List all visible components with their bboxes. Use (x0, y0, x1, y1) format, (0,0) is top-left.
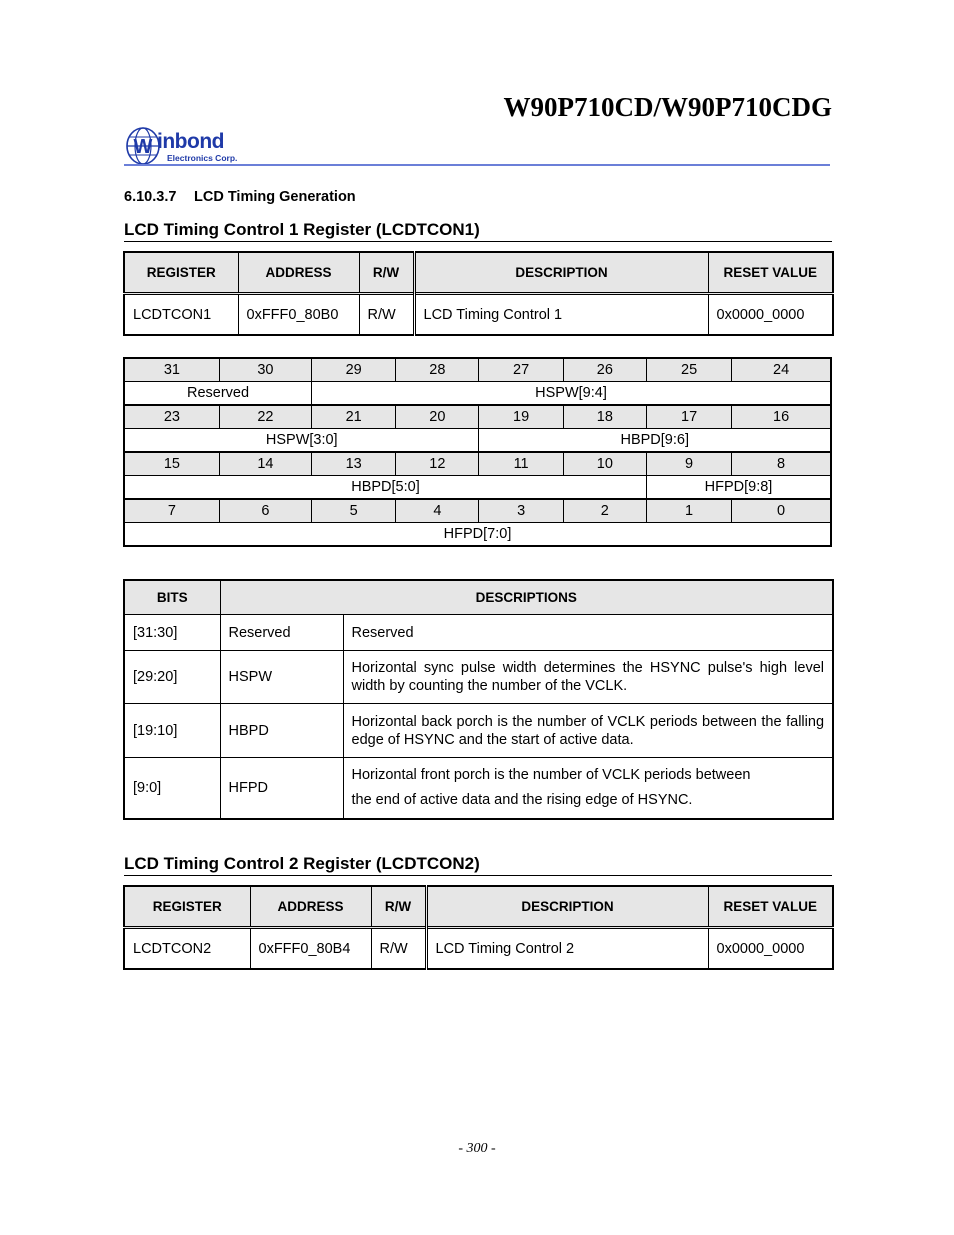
bit-number: 21 (312, 405, 396, 429)
bit-field: Reserved (124, 382, 312, 406)
lcdtcon2-heading: LCD Timing Control 2 Register (LCDTCON2) (124, 854, 832, 876)
bit-number: 17 (646, 405, 731, 429)
lcdtcon2-register-table (123, 885, 834, 970)
register-name: LCDTCON1 (124, 294, 238, 336)
logo-wordmark: inbond (157, 130, 224, 153)
bit-number: 12 (396, 452, 479, 476)
section-heading (124, 189, 356, 205)
bit-number: 11 (479, 452, 563, 476)
lcdtcon1-bit-map (123, 357, 832, 547)
col-address: ADDRESS (238, 252, 359, 294)
bit-number-row (124, 499, 831, 523)
col-register: REGISTER (124, 886, 250, 928)
bits-range: [29:20] (124, 651, 220, 704)
bit-number: 18 (563, 405, 646, 429)
col-rw: R/W (359, 252, 414, 294)
table-row (124, 294, 833, 336)
bit-number: 27 (479, 358, 563, 382)
col-description: DESCRIPTION (414, 252, 708, 294)
bit-number: 14 (219, 452, 311, 476)
bit-number: 5 (312, 499, 396, 523)
bit-number: 22 (219, 405, 311, 429)
bit-number: 19 (479, 405, 563, 429)
register-reset-value: 0x0000_0000 (708, 294, 833, 336)
bits-range: [19:10] (124, 704, 220, 758)
bit-field: HBPD[5:0] (124, 476, 646, 500)
header-rule (124, 164, 830, 166)
register-reset-value: 0x0000_0000 (708, 928, 833, 970)
bits-range: [9:0] (124, 758, 220, 819)
bit-field: HFPD[9:8] (646, 476, 831, 500)
register-address: 0xFFF0_80B4 (250, 928, 371, 970)
bit-number: 20 (396, 405, 479, 429)
bit-number: 2 (563, 499, 646, 523)
document-title: W90P710CD/W90P710CDG (503, 92, 832, 122)
bit-number: 15 (124, 452, 219, 476)
bit-field: HFPD[7:0] (124, 523, 831, 547)
table-header-row (124, 252, 833, 294)
table-row (124, 704, 833, 758)
bit-number: 28 (396, 358, 479, 382)
bit-number: 9 (646, 452, 731, 476)
section-number: 6.10.3.7 (124, 189, 177, 205)
bit-field-row (124, 382, 831, 406)
table-row (124, 615, 833, 651)
field-name: HFPD (220, 758, 343, 819)
bit-number-row (124, 452, 831, 476)
register-address: 0xFFF0_80B0 (238, 294, 359, 336)
bit-number: 8 (732, 452, 831, 476)
bit-field-row (124, 523, 831, 547)
bit-field-row (124, 476, 831, 500)
globe-icon (126, 126, 160, 166)
col-description: DESCRIPTION (426, 886, 708, 928)
table-header-row (124, 580, 833, 615)
winbond-logo (126, 126, 256, 166)
bit-number: 3 (479, 499, 563, 523)
bit-number-row (124, 405, 831, 429)
field-description: Horizontal sync pulse width determines the HSYNC pulse's high level width by counting the number of the VCLK. (343, 651, 833, 704)
bit-number: 31 (124, 358, 219, 382)
bit-number: 0 (732, 499, 831, 523)
bit-number: 30 (219, 358, 311, 382)
bit-field: HSPW[9:4] (312, 382, 831, 406)
col-descriptions: DESCRIPTIONS (220, 580, 833, 615)
field-name: Reserved (220, 615, 343, 651)
col-rw: R/W (371, 886, 426, 928)
col-address: ADDRESS (250, 886, 371, 928)
field-name: HSPW (220, 651, 343, 704)
field-description: Horizontal back porch is the number of VCLK periods between the falling edge of HSYNC and the start of active data. (343, 704, 833, 758)
bit-number: 29 (312, 358, 396, 382)
bit-number: 7 (124, 499, 219, 523)
col-register: REGISTER (124, 252, 238, 294)
page-number: - 300 - (458, 1141, 496, 1156)
col-reset-value: RESET VALUE (708, 886, 833, 928)
bit-number: 23 (124, 405, 219, 429)
bit-number: 26 (563, 358, 646, 382)
bit-number: 10 (563, 452, 646, 476)
bit-field: HBPD[9:6] (479, 429, 831, 453)
bit-number: 16 (732, 405, 831, 429)
lcdtcon1-register-table (123, 251, 834, 336)
bit-number: 25 (646, 358, 731, 382)
bit-number: 4 (396, 499, 479, 523)
register-rw: R/W (371, 928, 426, 970)
register-description: LCD Timing Control 2 (426, 928, 708, 970)
table-row (124, 928, 833, 970)
lcdtcon1-heading: LCD Timing Control 1 Register (LCDTCON1) (124, 220, 832, 242)
bit-field: HSPW[3:0] (124, 429, 479, 453)
logo-initial: W (133, 136, 153, 158)
bit-number: 1 (646, 499, 731, 523)
bit-number: 13 (312, 452, 396, 476)
section-title: LCD Timing Generation (194, 189, 356, 205)
bit-field-row (124, 429, 831, 453)
description-line: the end of active data and the rising edge of HSYNC. (351, 791, 693, 808)
field-description (343, 758, 833, 819)
description-line: Horizontal front porch is the number of VCLK periods between (351, 766, 751, 783)
logo-subtitle: Electronics Corp. (167, 153, 238, 163)
register-rw: R/W (359, 294, 414, 336)
field-name: HBPD (220, 704, 343, 758)
bit-number: 6 (219, 499, 311, 523)
register-description: LCD Timing Control 1 (414, 294, 708, 336)
table-header-row (124, 886, 833, 928)
bit-number: 24 (732, 358, 831, 382)
col-bits: BITS (124, 580, 220, 615)
field-description: Reserved (343, 615, 833, 651)
table-row (124, 651, 833, 704)
lcdtcon1-bits-table (123, 579, 834, 820)
register-name: LCDTCON2 (124, 928, 250, 970)
bits-range: [31:30] (124, 615, 220, 651)
col-reset-value: RESET VALUE (708, 252, 833, 294)
table-row (124, 758, 833, 819)
bit-number-row (124, 358, 831, 382)
